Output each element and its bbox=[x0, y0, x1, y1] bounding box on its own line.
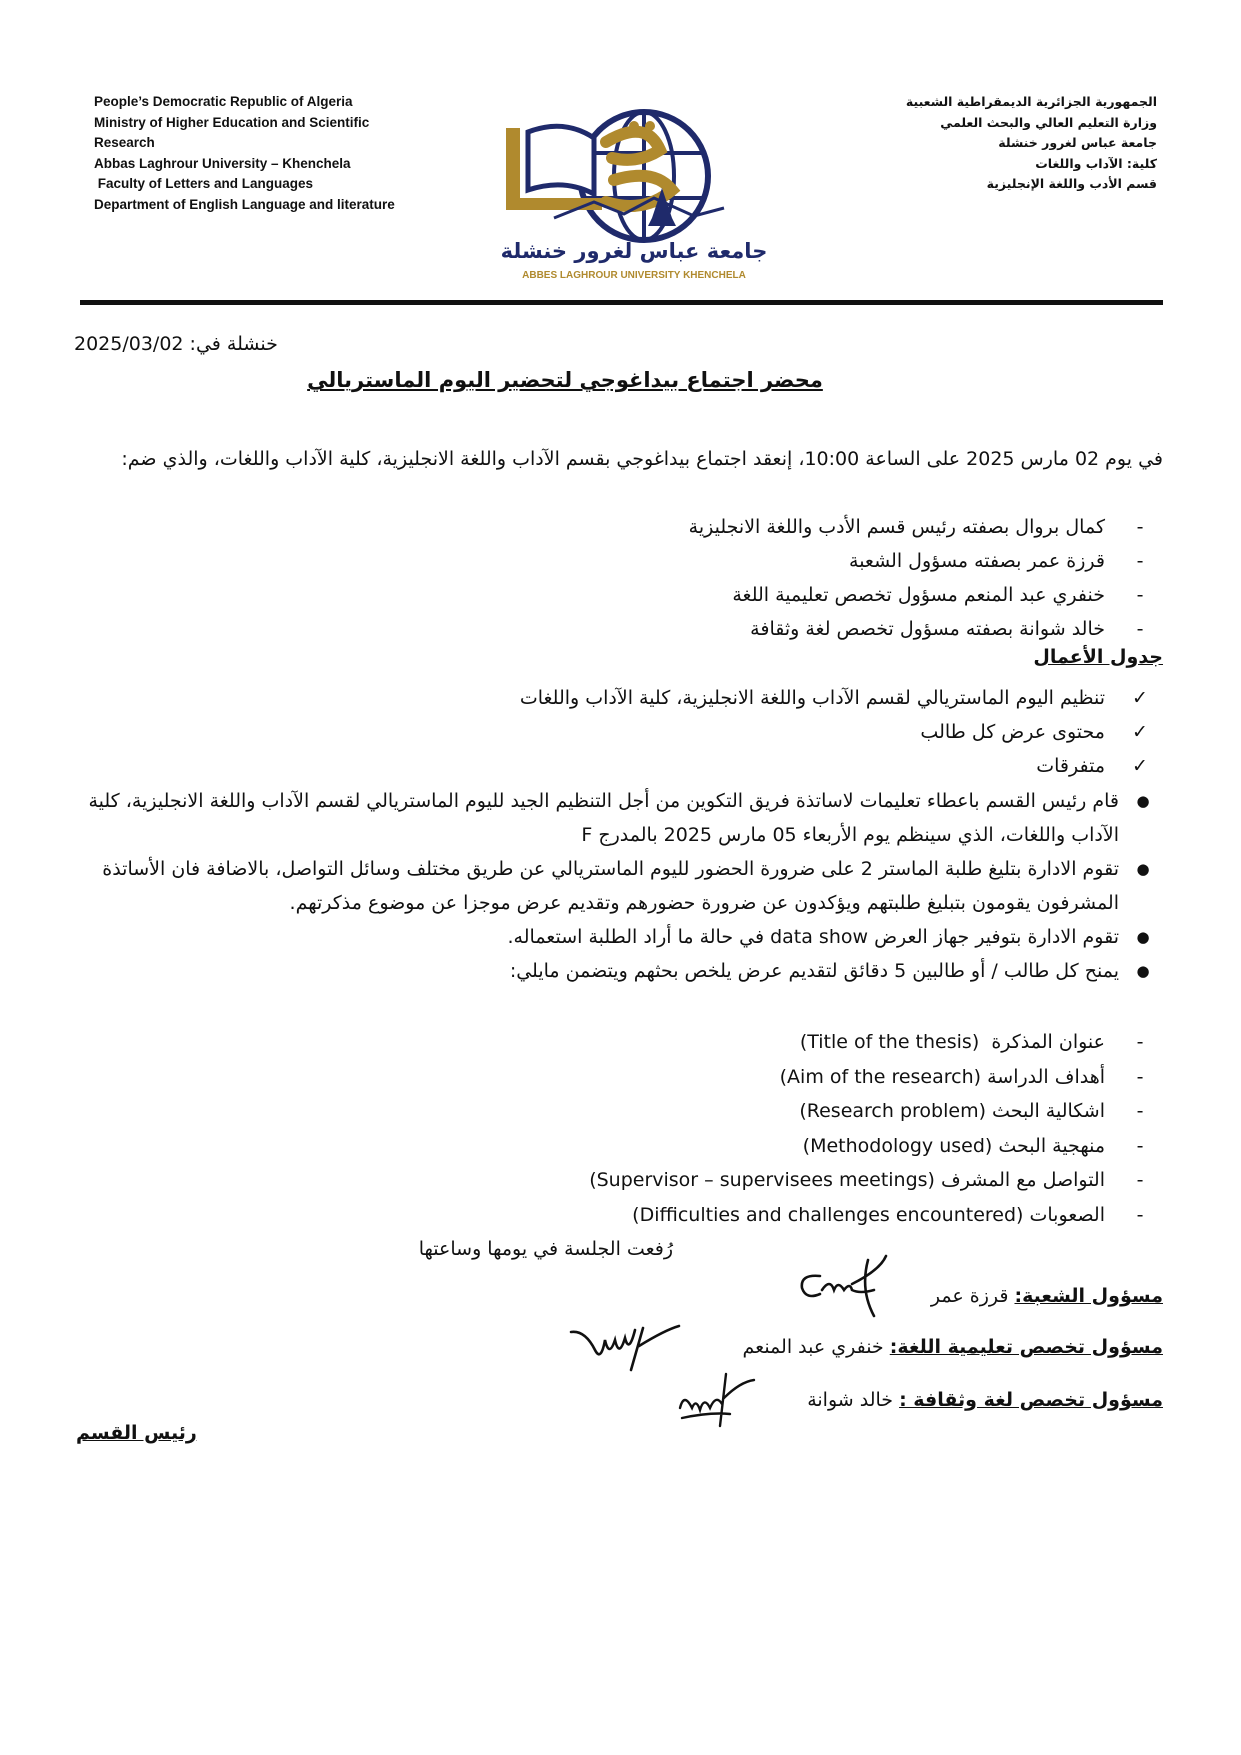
checkmark-icon: ✓ bbox=[1132, 755, 1148, 777]
header-en-line: Ministry of Higher Education and Scientific bbox=[94, 114, 370, 130]
list-item bbox=[263, 1060, 1163, 1095]
item-en: (Methodology used) bbox=[802, 1134, 993, 1157]
checkmark-icon: ✓ bbox=[1132, 687, 1148, 709]
header-en-line: People’s Democratic Republic of Algeria bbox=[94, 94, 353, 109]
dash-marker: - bbox=[1136, 1100, 1144, 1122]
intro-paragraph: في يوم 02 مارس 2025 على الساعة 10:00، إنعقد اجتماع بيداغوجي بقسم الآداب واللغة الانجليزية، كلية الآداب واللغات، والذي ضم: bbox=[121, 448, 1163, 470]
header-arabic bbox=[797, 92, 1157, 195]
header-ar-line: قسم الأدب واللغة الإنجليزية bbox=[986, 176, 1157, 191]
dash-marker: - bbox=[1136, 584, 1144, 606]
list-item bbox=[263, 1094, 1163, 1129]
handwritten-signature bbox=[670, 1368, 760, 1432]
university-logo bbox=[494, 98, 774, 288]
agenda-text: تنظيم اليوم الماستريالي لقسم الآداب واللغة الانجليزية، كلية الآداب واللغات bbox=[519, 687, 1105, 709]
item-ar: عنوان المذكرة bbox=[991, 1031, 1105, 1053]
item-ar: الصعوبات bbox=[1029, 1203, 1105, 1226]
handwritten-signature bbox=[790, 1250, 900, 1320]
list-item bbox=[263, 578, 1163, 612]
decision-text: تقوم الادارة بتوفير جهاز العرض data show في حالة ما أراد الطلبة استعماله. bbox=[507, 926, 1119, 948]
signature-name: خنفري عبد المنعم bbox=[742, 1336, 884, 1358]
list-item bbox=[263, 1025, 1163, 1060]
dash-marker: - bbox=[1136, 550, 1144, 572]
dash-marker: - bbox=[1136, 1134, 1144, 1157]
item-ar: التواصل مع المشرف bbox=[941, 1169, 1105, 1191]
logo-arabic-text: جامعة عباس لغرور خنشلة bbox=[500, 239, 768, 263]
item-en: (Research problem) bbox=[799, 1100, 986, 1122]
decision-text: تقوم الادارة بتليغ طلبة الماستر 2 على ضرورة الحضور لليوم الماستريالي عن طريق مختلف وسائل التواصل، بالاضافة فان الأساتذة المشرفون يقومون بتبليغ طلبتهم ويؤكدون عن ضرورة حضورهم وتقديم عرض موجزا عن موضوع مذكرتهم. bbox=[102, 858, 1119, 914]
header-ar-line: وزارة التعليم العالي والبحث العلمي bbox=[940, 114, 1157, 130]
header-ar-line: الجمهورية الجزائرية الديمقراطية الشعبية bbox=[905, 94, 1157, 109]
list-item bbox=[73, 954, 1163, 988]
header-en-line: Department of English Language and literature bbox=[94, 196, 395, 212]
header-en-line: Abbas Laghrour University – Khenchela bbox=[94, 155, 351, 171]
department-head-label: رئيس القسم bbox=[76, 1422, 197, 1444]
item-en: (Supervisor – supervisees meetings) bbox=[589, 1169, 935, 1191]
list-item bbox=[263, 681, 1163, 715]
item-en: (Difficulties and challenges encountered) bbox=[632, 1203, 1024, 1226]
agenda-text: متفرقات bbox=[1036, 755, 1105, 777]
attendee-text: خالد شوانة بصفته مسؤول تخصص لغة وثقافة bbox=[750, 618, 1105, 640]
date-line: خنشلة في: 2025/03/02 bbox=[74, 333, 278, 355]
signature-role: مسؤول تخصص لغة وثقافة : bbox=[899, 1389, 1163, 1411]
item-en: (Title of the thesis) bbox=[799, 1031, 980, 1053]
decision-text: قام رئيس القسم باعطاء تعليمات لاساتذة فريق التكوين من أجل التنظيم الجيد لليوم الماستريالي لقسم الآداب واللغة الانجليزية، كلية الآداب واللغات، الذي سينظم يوم الأربعاء 05 مارس 2025 بالمدرج F bbox=[88, 790, 1119, 846]
attendee-text: كمال بروال بصفته رئيس قسم الأدب واللغة الانجليزية bbox=[688, 516, 1105, 538]
dash-marker: - bbox=[1136, 1065, 1144, 1088]
header-ar-line: كلية: الآداب واللغات bbox=[1035, 155, 1157, 171]
decisions-list bbox=[73, 784, 1163, 988]
item-ar: اشكالية البحث bbox=[992, 1100, 1105, 1122]
bullet-icon: ● bbox=[1136, 860, 1150, 878]
item-ar: منهجية البحث bbox=[998, 1134, 1105, 1157]
bullet-icon: ● bbox=[1136, 928, 1150, 946]
header-english bbox=[94, 92, 454, 215]
presentation-items-list bbox=[263, 1025, 1163, 1232]
decision-text: يمنح كل طالب / أو طالبين 5 دقائق لتقديم عرض يلخص بحثهم ويتضمن مايلي: bbox=[509, 960, 1119, 982]
handwritten-signature bbox=[565, 1310, 685, 1380]
list-item bbox=[263, 749, 1163, 783]
signature-name: خالد شوانة bbox=[807, 1389, 894, 1411]
list-item bbox=[263, 510, 1163, 544]
header-rule bbox=[80, 300, 1163, 305]
checkmark-icon: ✓ bbox=[1132, 721, 1148, 743]
item-en: (Aim of the research) bbox=[779, 1065, 982, 1088]
header-en-line: Faculty of Letters and Languages bbox=[94, 176, 314, 191]
list-item bbox=[73, 852, 1163, 920]
bullet-icon: ● bbox=[1136, 792, 1150, 810]
bullet-icon: ● bbox=[1136, 962, 1150, 980]
agenda-heading: جدول الأعمال bbox=[1033, 646, 1163, 668]
list-item bbox=[73, 920, 1163, 954]
logo-latin-text: ABBES LAGHROUR UNIVERSITY KHENCHELA bbox=[522, 270, 746, 281]
signature-role: مسؤول الشعبة: bbox=[1014, 1285, 1163, 1307]
list-item bbox=[263, 1129, 1163, 1164]
header-ar-line: جامعة عباس لغرور خنشلة bbox=[998, 135, 1157, 150]
signature-row bbox=[463, 1380, 1163, 1420]
list-item bbox=[263, 715, 1163, 749]
document-title: محضر اجتماع بيداغوجي لتحضير اليوم الماستريالي bbox=[307, 368, 823, 392]
list-item bbox=[73, 784, 1163, 852]
header-en-line: Research bbox=[94, 135, 155, 150]
list-item bbox=[263, 1198, 1163, 1233]
attendees-list bbox=[263, 510, 1163, 646]
signature-name: قرزة عمر bbox=[930, 1285, 1009, 1307]
attendee-text: خنفري عبد المنعم مسؤول تخصص تعليمية اللغة bbox=[732, 584, 1105, 606]
list-item bbox=[263, 544, 1163, 578]
dash-marker: - bbox=[1136, 618, 1144, 640]
list-item bbox=[263, 612, 1163, 646]
agenda-text: محتوى عرض كل طالب bbox=[920, 721, 1105, 743]
agenda-list bbox=[263, 681, 1163, 783]
item-ar: أهداف الدراسة bbox=[987, 1065, 1105, 1088]
closing-line: رُفعت الجلسة في يومها وساعتها bbox=[418, 1238, 673, 1260]
dash-marker: - bbox=[1136, 1203, 1144, 1226]
dash-marker: - bbox=[1136, 1169, 1144, 1191]
dash-marker: - bbox=[1136, 1031, 1144, 1053]
attendee-text: قرزة عمر بصفته مسؤول الشعبة bbox=[849, 550, 1105, 572]
signature-role: مسؤول تخصص تعليمية اللغة: bbox=[889, 1336, 1163, 1358]
list-item bbox=[263, 1163, 1163, 1198]
dash-marker: - bbox=[1136, 516, 1144, 538]
